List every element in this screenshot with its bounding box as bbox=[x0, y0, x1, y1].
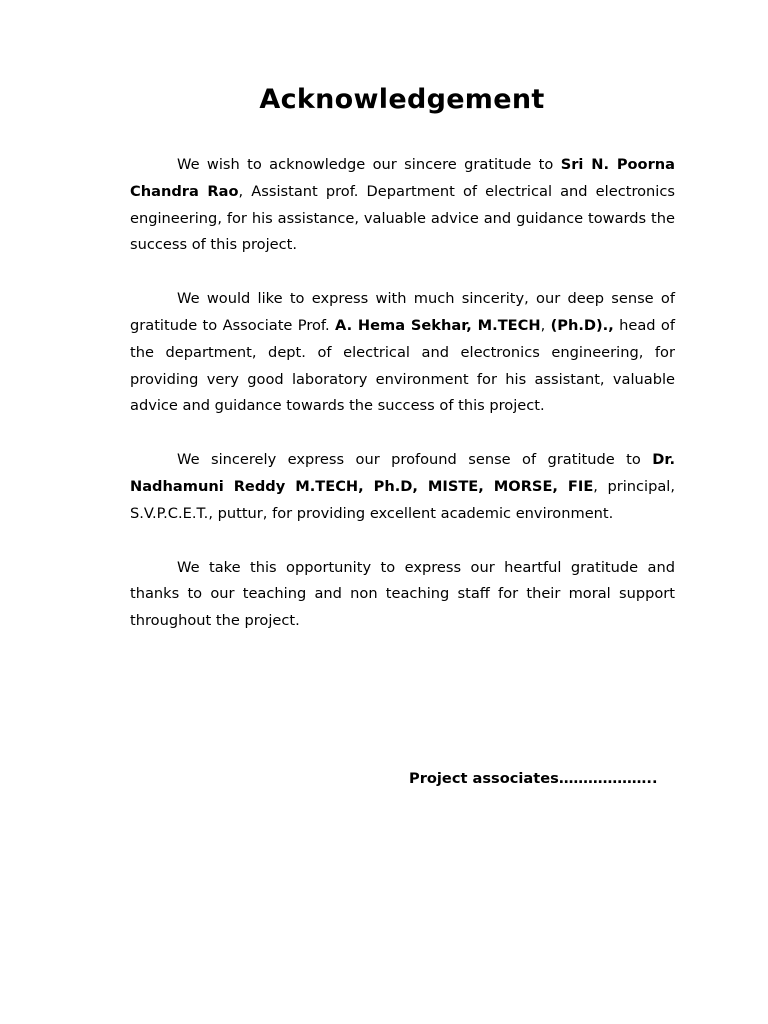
signoff: Project associates……………….. bbox=[409, 770, 658, 787]
document-body bbox=[130, 152, 675, 662]
paragraph-2 bbox=[130, 286, 675, 420]
paragraph-3 bbox=[130, 447, 675, 527]
paragraph-4 bbox=[130, 555, 675, 635]
paragraph-text: , Assistant prof. Department of electrical and electronics engineering, for his assistance, valuable advice and guidance towards the success of this project. bbox=[130, 182, 675, 254]
principal-name: Dr. Nadhamuni Reddy M.TECH, Ph.D, MISTE, MORSE, FIE bbox=[130, 451, 675, 495]
paragraph-text: head of the department, dept. of electrical and electronics engineering, for providing very good laboratory environment for his assistant, valuable advice and guidance towards the success of this project. bbox=[130, 316, 675, 415]
hod-degree: (Ph.D)., bbox=[550, 316, 614, 334]
page-title: Acknowledgement bbox=[259, 84, 545, 115]
paragraph-text: , principal, S.V.P.C.E.T., puttur, for providing excellent academic environment. bbox=[130, 477, 676, 522]
paragraph-text: We wish to acknowledge our sincere gratitude to bbox=[177, 156, 561, 173]
paragraph-text: , bbox=[540, 316, 551, 334]
paragraph-text: We take this opportunity to express our heartful gratitude and thanks to our teaching and non teaching staff for their moral support throughout the project. bbox=[130, 558, 675, 630]
paragraph-1 bbox=[130, 152, 675, 259]
guide-name: Sri N. Poorna Chandra Rao bbox=[130, 156, 676, 200]
hod-name: A. Hema Sekhar, M.TECH bbox=[335, 316, 541, 334]
paragraph-text: We sincerely express our profound sense of gratitude to bbox=[177, 451, 653, 469]
paragraph-text: We would like to express with much sincerity, our deep sense of gratitude to Associate Prof. bbox=[130, 290, 675, 334]
